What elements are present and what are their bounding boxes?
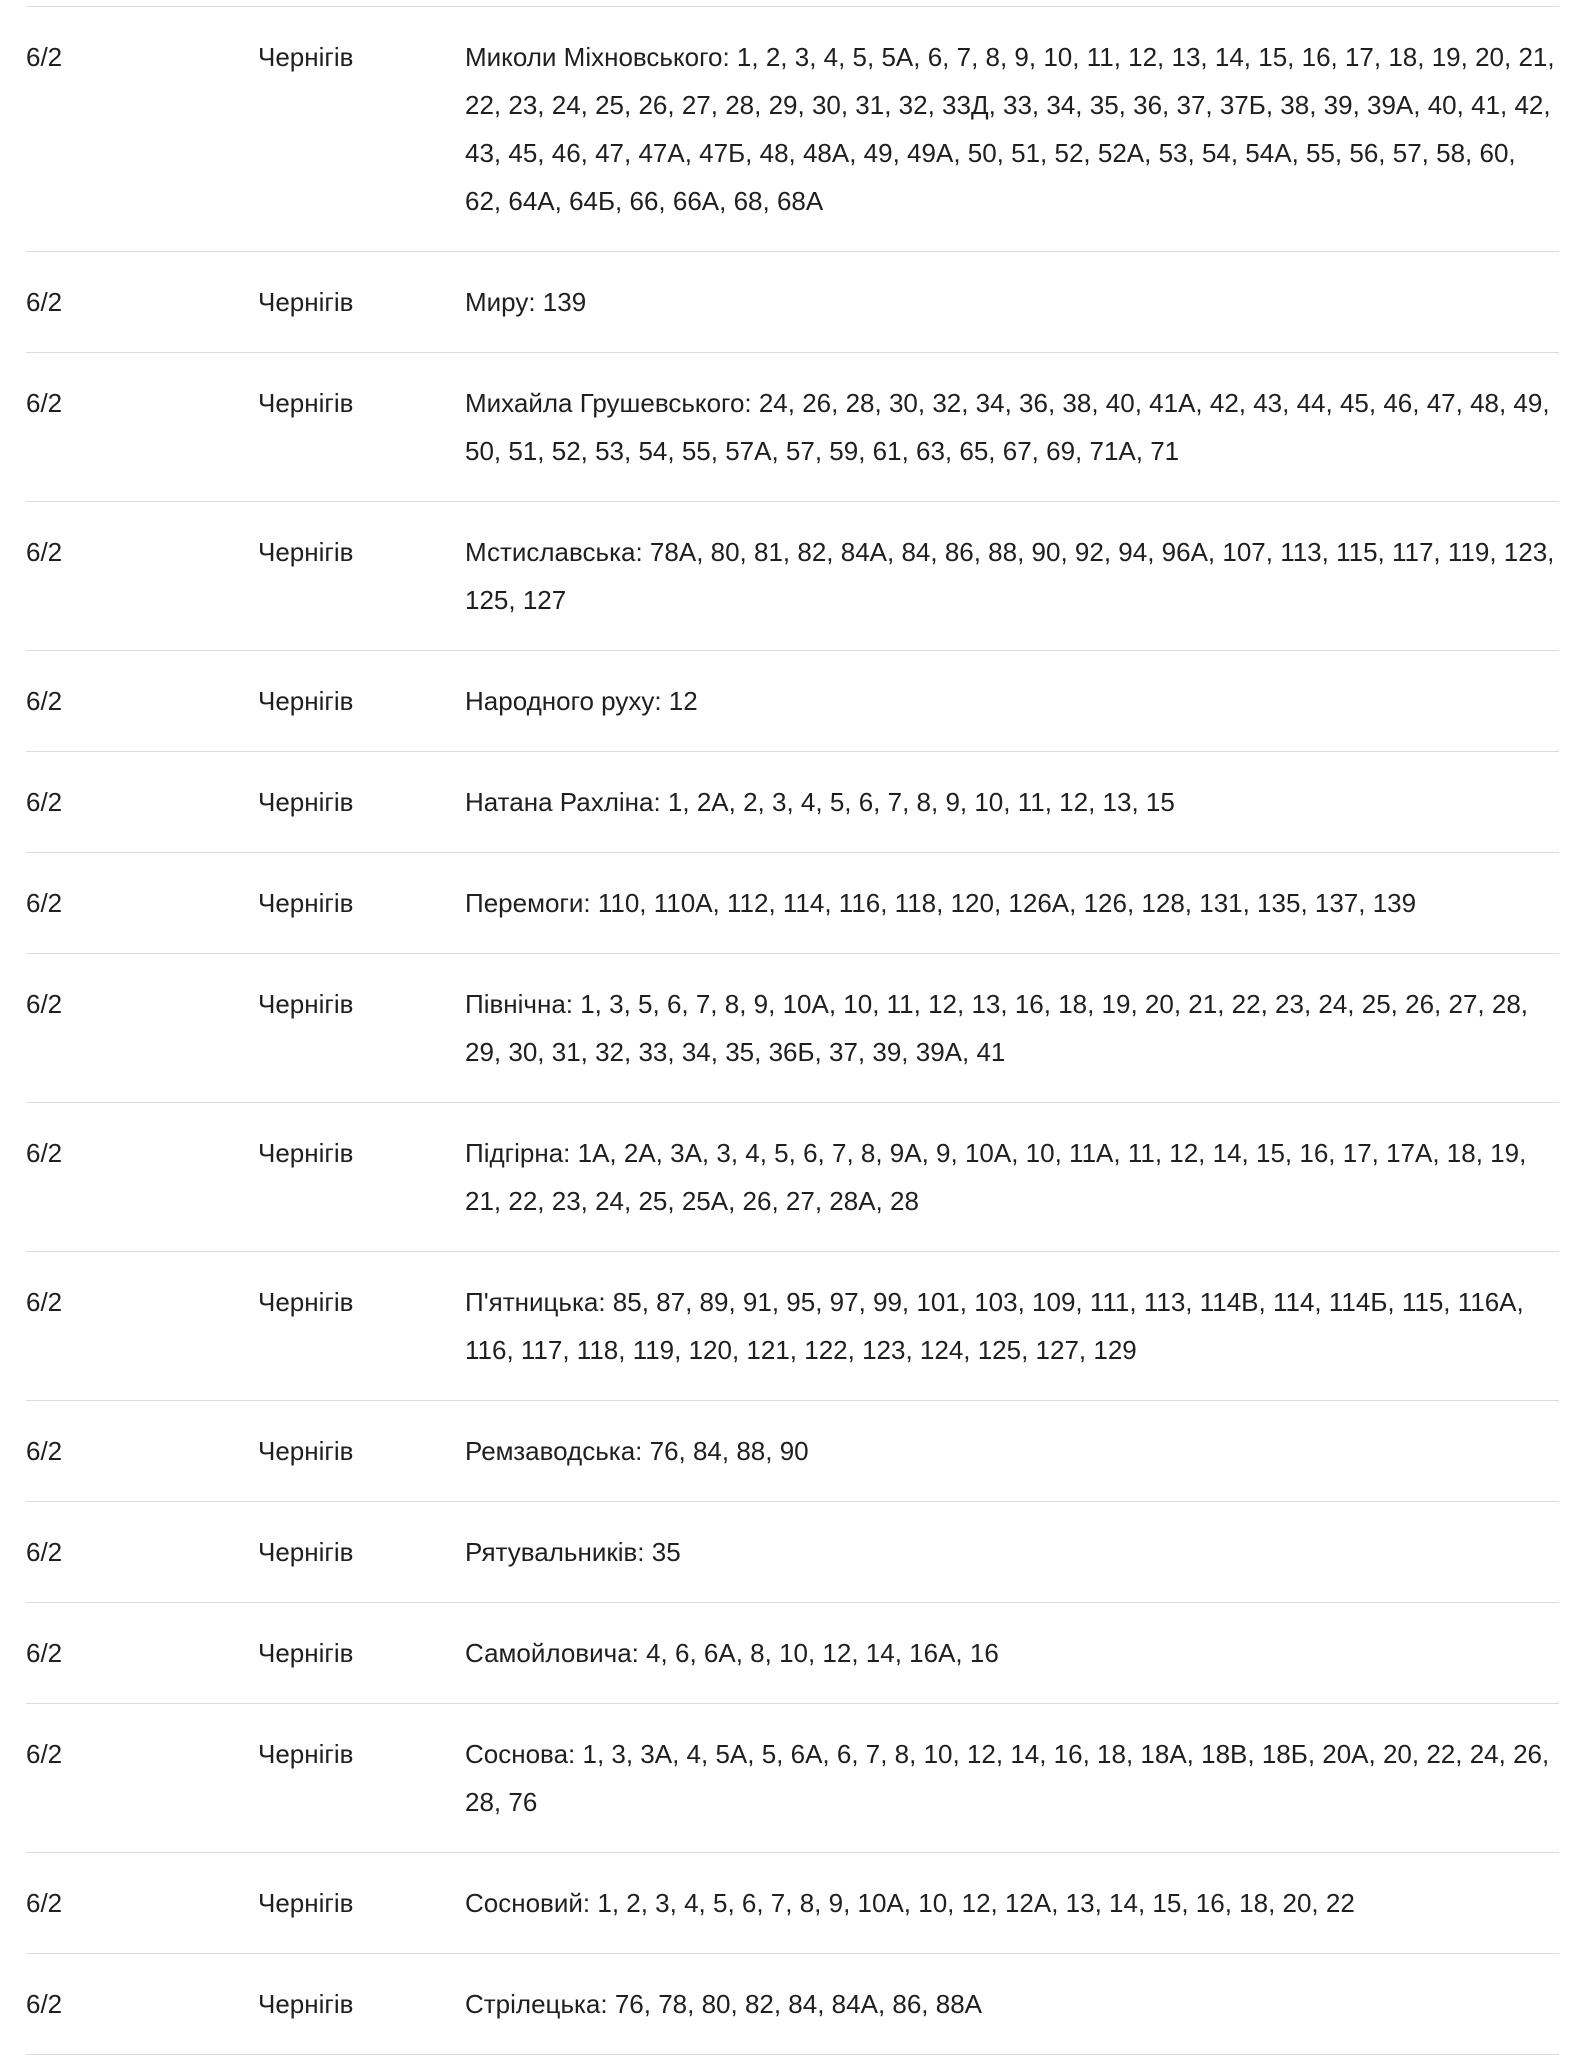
addresses-cell: Ремзаводська: 76, 84, 88, 90 — [465, 1436, 809, 1466]
table-row — [26, 1401, 1559, 1502]
queue-cell: 6/2 — [26, 42, 63, 72]
queue-cell: 6/2 — [26, 1138, 63, 1168]
addresses-cell: Натана Рахліна: 1, 2А, 2, 3, 4, 5, 6, 7, 8, 9, 10, 11, 12, 13, 15 — [465, 787, 1175, 817]
queue-cell: 6/2 — [26, 1537, 63, 1567]
queue-cell: 6/2 — [26, 888, 63, 918]
table-row — [26, 1252, 1559, 1401]
addresses-cell: Соснова: 1, 3, 3А, 4, 5А, 5, 6А, 6, 7, 8, 10, 12, 14, 16, 18, 18А, 18В, 18Б, 20А, 20, 22, 24, 26, 28, 76 — [465, 1739, 1550, 1817]
queue-cell: 6/2 — [26, 989, 63, 1019]
city-cell: Чернігів — [258, 1537, 354, 1567]
addresses-cell: Мстиславська: 78А, 80, 81, 82, 84А, 84, 86, 88, 90, 92, 94, 96А, 107, 113, 115, 117, 119, 123, 125, 127 — [465, 537, 1555, 615]
queue-cell: 6/2 — [26, 1739, 63, 1769]
table-row — [26, 1603, 1559, 1704]
table-body — [26, 7, 1559, 2055]
city-cell: Чернігів — [258, 287, 354, 317]
city-cell: Чернігів — [258, 1739, 354, 1769]
city-cell: Чернігів — [258, 1436, 354, 1466]
city-cell: Чернігів — [258, 1287, 354, 1317]
addresses-cell: Північна: 1, 3, 5, 6, 7, 8, 9, 10А, 10, 11, 12, 13, 16, 18, 19, 20, 21, 22, 23, 24, 25, 26, 27, 28, 29, 30, 31, 32, 33, 34, 35, 36Б, 37, 39, 39А, 41 — [465, 989, 1529, 1067]
table-row — [26, 853, 1559, 954]
city-cell: Чернігів — [258, 1638, 354, 1668]
queue-cell: 6/2 — [26, 537, 63, 567]
city-cell: Чернігів — [258, 388, 354, 418]
outage-schedule-table — [26, 0, 1559, 2055]
table-row — [26, 7, 1559, 252]
table-row — [26, 1853, 1559, 1954]
city-cell: Чернігів — [258, 42, 354, 72]
queue-cell: 6/2 — [26, 1989, 63, 2019]
city-cell: Чернігів — [258, 1888, 354, 1918]
city-cell: Чернігів — [258, 787, 354, 817]
table-row — [26, 502, 1559, 651]
queue-cell: 6/2 — [26, 1888, 63, 1918]
addresses-cell: Миру: 139 — [465, 287, 587, 317]
addresses-cell: Самойловича: 4, 6, 6А, 8, 10, 12, 14, 16А, 16 — [465, 1638, 999, 1668]
queue-cell: 6/2 — [26, 686, 63, 716]
table-row — [26, 954, 1559, 1103]
addresses-cell: П'ятницька: 85, 87, 89, 91, 95, 97, 99, 101, 103, 109, 111, 113, 114В, 114, 114Б, 115, 116А, 116, 117, 118, 119, 120, 121, 122, 123, 124, 125, 127, 129 — [465, 1287, 1524, 1365]
city-cell: Чернігів — [258, 1138, 354, 1168]
table-row — [26, 1502, 1559, 1603]
addresses-cell: Рятувальників: 35 — [465, 1537, 681, 1567]
table-row — [26, 752, 1559, 853]
queue-cell: 6/2 — [26, 1638, 63, 1668]
queue-cell: 6/2 — [26, 388, 63, 418]
queue-cell: 6/2 — [26, 1436, 63, 1466]
addresses-cell: Підгірна: 1А, 2А, 3А, 3, 4, 5, 6, 7, 8, 9А, 9, 10А, 10, 11А, 11, 12, 14, 15, 16, 17, 17А, 18, 19, 21, 22, 23, 24, 25, 25А, 26, 27, 28А, 28 — [465, 1138, 1527, 1216]
queue-cell: 6/2 — [26, 1287, 63, 1317]
addresses-cell: Миколи Міхновського: 1, 2, 3, 4, 5, 5А, 6, 7, 8, 9, 10, 11, 12, 13, 14, 15, 16, 17, 18, 19, 20, 21, 22, 23, 24, 25, 26, 27, 28, 29, 30, 31, 32, 33Д, 33, 34, 35, 36, 37, 37Б, 38, 39, 39А, 40, 41, 42, 43, 45, 46, 47, 47А, 47Б, 48, 48А, 49, 49А, 50, 51, 52, 52А, 53, 54, 54А, 55, 56, 57, 58, 60, 62, 64А, 64Б, 66, 66А, 68, 68А — [465, 42, 1555, 216]
city-cell: Чернігів — [258, 686, 354, 716]
table-row — [26, 651, 1559, 752]
city-cell: Чернігів — [258, 1989, 354, 2019]
city-cell: Чернігів — [258, 888, 354, 918]
city-cell: Чернігів — [258, 989, 354, 1019]
queue-cell: 6/2 — [26, 287, 63, 317]
table-row — [26, 1103, 1559, 1252]
table-row — [26, 1704, 1559, 1853]
table-row — [26, 1954, 1559, 2055]
addresses-cell: Михайла Грушевського: 24, 26, 28, 30, 32, 34, 36, 38, 40, 41А, 42, 43, 44, 45, 46, 47, 48, 49, 50, 51, 52, 53, 54, 55, 57А, 57, 59, 61, 63, 65, 67, 69, 71А, 71 — [465, 388, 1550, 466]
addresses-cell: Сосновий: 1, 2, 3, 4, 5, 6, 7, 8, 9, 10А, 10, 12, 12А, 13, 14, 15, 16, 18, 20, 22 — [465, 1888, 1355, 1918]
addresses-cell: Перемоги: 110, 110А, 112, 114, 116, 118, 120, 126А, 126, 128, 131, 135, 137, 139 — [465, 888, 1417, 918]
addresses-cell: Стрілецька: 76, 78, 80, 82, 84, 84А, 86, 88А — [465, 1989, 983, 2019]
table-row — [26, 353, 1559, 502]
queue-cell: 6/2 — [26, 787, 63, 817]
table-row — [26, 252, 1559, 353]
city-cell: Чернігів — [258, 537, 354, 567]
addresses-cell: Народного руху: 12 — [465, 686, 698, 716]
